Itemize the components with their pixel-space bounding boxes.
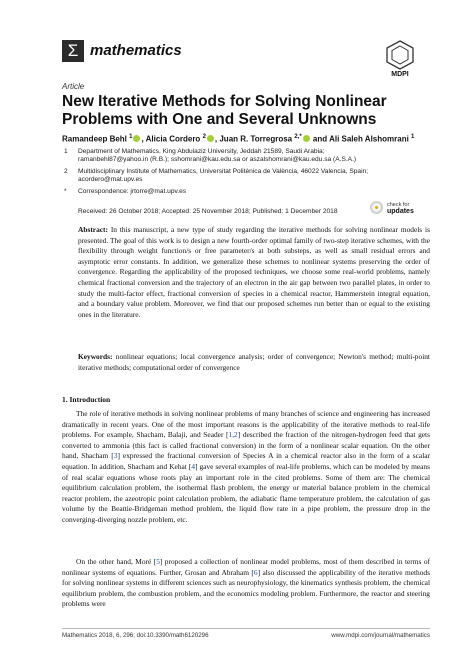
journal-logo: Σ bbox=[62, 40, 84, 62]
section-heading: 1. Introduction bbox=[62, 395, 111, 404]
affiliation-emails[interactable]: ramanbehl87@yahoo.in (R.B.); sshomrani@kau.edu.sa or aszalshomrani@kau.edu.sa (A.S.A.) bbox=[78, 156, 357, 164]
orcid-icon[interactable] bbox=[207, 135, 214, 142]
affiliation-mark: 2 bbox=[64, 168, 68, 175]
affiliation-2 bbox=[64, 168, 418, 185]
journal-name: mathematics bbox=[90, 42, 182, 59]
author-separator: , bbox=[214, 134, 220, 144]
correspondence bbox=[64, 188, 418, 196]
citation-link[interactable]: 4 bbox=[191, 461, 196, 471]
abstract bbox=[78, 225, 430, 320]
paragraph-text: The role of iterative methods in solving nonlinear problems of many branches of science and engineering has increased dramatically in recent years. One of the most important reasons is the applicability of the iterative methods to real-life problems. For example, Shacham, Balaji, and Seader [ bbox=[62, 409, 430, 440]
affiliation-line: Department of Mathematics, King Abdulaziz University, Jeddah 21589, Saudi Arabia; bbox=[78, 148, 325, 155]
orcid-icon[interactable] bbox=[303, 135, 310, 142]
footer-citation: Mathematics 2018, 6, 296; doi:10.3390/math6120296 bbox=[62, 632, 209, 639]
paragraph-text: ] also discussed the applicability of the iterative methods for solving nonlinear systems in different sciences such as neurophysiology, the kinematics synthesis problem, the chemical equilibrium problem, the combustion problem, and the economics modeling problem. Furthermore, the reactor and steering problems were bbox=[62, 567, 430, 609]
paragraph-text: On the other hand, Moré [ bbox=[76, 557, 157, 566]
affiliation-line: Multidisciplinary Institute of Mathematics, Universitat Politènica de València, 46022 Valencia, Spain; bbox=[78, 168, 369, 175]
author-name: Ramandeep Behl bbox=[62, 134, 127, 144]
author-separator: , bbox=[141, 134, 146, 144]
check-for-updates-label: check for bbox=[387, 202, 410, 208]
affiliation-1 bbox=[64, 148, 418, 165]
intro-paragraph-2 bbox=[62, 557, 430, 610]
article-type: Article bbox=[62, 82, 85, 91]
paragraph-text: ] gave several examples of real-life problems, which can be modeled by means of real scalar equations whose roots play an important role in the cited problems. Some of them are: The chemical equilibrium calculation problem, the isothermal flash problem, the energy or material balance problem in the chemical reactor problem, the azeotropic point calculation problem, the adiabatic flame temperature problem, the calculation of gas volume by the Beattie-Bridgeman method problem, the liquid flow rate in a pipe problem, the pressure drop in the converging-diverging nozzle problem, etc. bbox=[62, 461, 430, 524]
keywords bbox=[78, 352, 430, 373]
author-affiliation-mark: 1 bbox=[129, 134, 133, 140]
footer-divider bbox=[62, 628, 430, 629]
author-affiliation-mark: 2 bbox=[202, 134, 206, 140]
abstract-label: Abstract: bbox=[78, 225, 108, 234]
abstract-text: In this manuscript, a new type of study regarding the iterative methods for solving nonlinear models is presented. The goal of this work is to design a new fourth-order optimal family of two-step iterative schemes, with the flexibility through weight function/s or free parameter/s at both substeps, as well as small residual errors and asymptotic error constants. In addition, we generalize these schemes to nonlinear systems preserving the order of convergence. Regarding the applicability of the proposed techniques, we choose some real-world problems, namely chemical fractional conversion and the trajectory of an electron in the air gap between two parallel plates, in order to study the multi-factor effect, fractional conversion of species in a chemical reactor, Hammerstein integral equation, and a boundary value problem. Moreover, we find that our proposed schemes run better than or equal to the existing ones in the literature. bbox=[78, 225, 430, 319]
keywords-label: Keywords: bbox=[78, 352, 113, 361]
affiliation-email[interactable]: acordero@mat.upv.es bbox=[78, 176, 143, 184]
publication-dates: Received: 26 October 2018; Accepted: 25 November 2018; Published: 1 December 2018 bbox=[78, 208, 338, 215]
author-affiliation-mark: 2,* bbox=[294, 134, 302, 140]
keywords-text: nonlinear equations; local convergence analysis; order of convergence; Newton's method; multi-point iterative methods; computational order of convergence bbox=[78, 352, 430, 372]
author-affiliation-mark: 1 bbox=[411, 134, 415, 140]
correspondence-email[interactable]: Correspondence: jrtorre@mat.upv.es bbox=[78, 188, 187, 195]
citation-link[interactable]: 5 bbox=[156, 557, 160, 566]
authors-line bbox=[62, 134, 442, 144]
citation-link[interactable]: 6 bbox=[253, 567, 258, 577]
publisher-logo bbox=[385, 40, 415, 70]
author-separator: and bbox=[310, 134, 330, 144]
paragraph-text: ] proposed a collection of nonlinear model problems, most of them described in terms of nonlinear systems of equations. Further, Grosan and Abraham [ bbox=[62, 557, 431, 577]
correspondence-mark: * bbox=[64, 188, 67, 195]
footer-url[interactable]: www.mdpi.com/journal/mathematics bbox=[331, 632, 430, 639]
article-title: New Iterative Methods for Solving Nonlinear Problems with One and Several Unknowns bbox=[62, 93, 387, 128]
affiliation-mark: 1 bbox=[64, 148, 68, 155]
author-name: Alicia Cordero bbox=[145, 134, 201, 144]
orcid-icon[interactable] bbox=[133, 135, 140, 142]
paragraph-text: ] described the fraction of the nitrogen-hydrogen feed that gets converted to ammonia (this fact is called fractional conversion) in the form of a nonlinear scalar equation. On the other hand, Shacham [ bbox=[62, 430, 430, 461]
intro-paragraph-1 bbox=[62, 409, 430, 526]
author-name: Juan R. Torregrosa bbox=[219, 134, 293, 144]
check-for-updates-label-bold: updates bbox=[387, 208, 414, 215]
publisher-name: MDPI bbox=[391, 71, 409, 78]
citation-link[interactable]: 3 bbox=[113, 451, 118, 461]
citation-link[interactable]: 1,2 bbox=[228, 430, 238, 440]
author-name: Ali Saleh Alshomrani bbox=[329, 134, 409, 144]
check-for-updates-badge[interactable] bbox=[370, 199, 430, 219]
check-for-updates-icon bbox=[370, 201, 383, 214]
paragraph-text: ] expressed the fractional conversion of Species A in a chemical reactor also in the form of a scalar equation. In addition, Shacham and Kehat [ bbox=[62, 451, 430, 471]
